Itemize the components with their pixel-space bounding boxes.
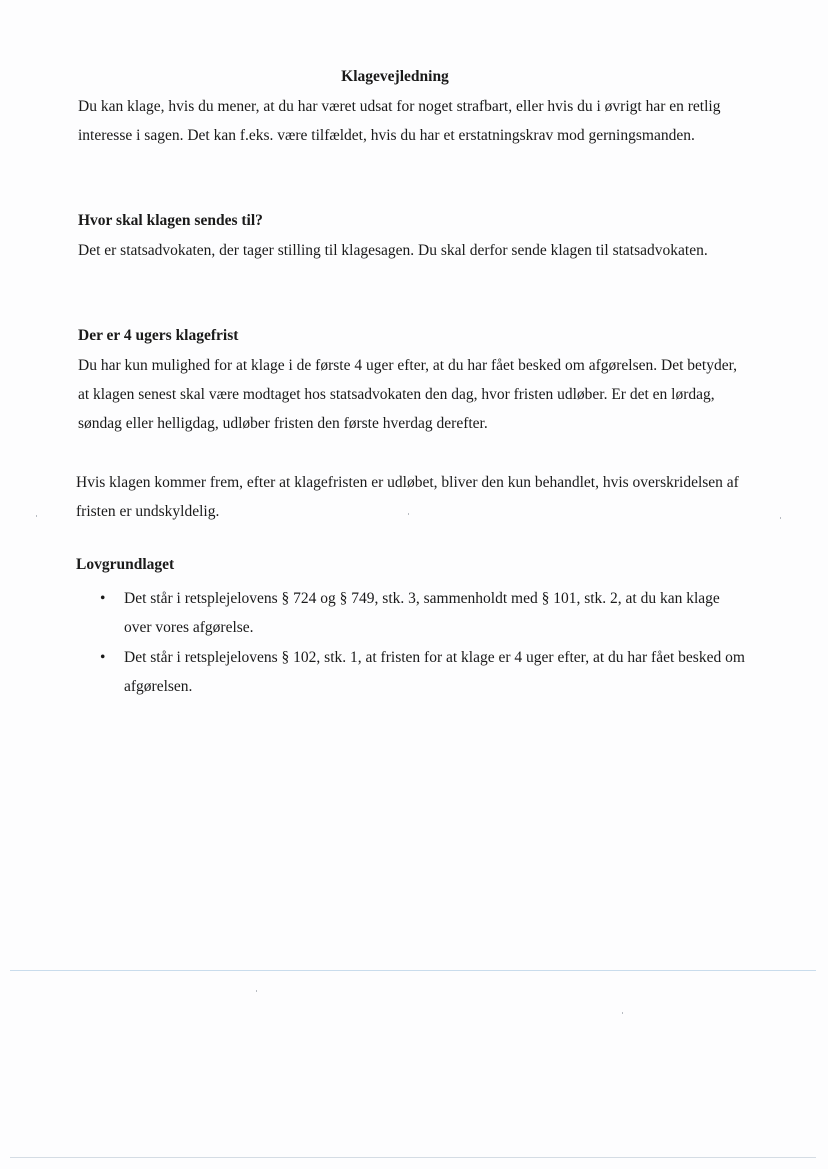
- late-complaint-paragraph: Hvis klagen kommer frem, efter at klagefristen er udløbet, bliver den kun behandlet, hvis overskridelsen af fristen er undskyldelig.: [76, 474, 739, 520]
- scan-speck: [256, 990, 257, 992]
- heading-legal-basis: Lovgrundlaget: [76, 556, 175, 573]
- list-item: [78, 584, 746, 642]
- heading-where-to-send: Hvor skal klagen sendes til?: [78, 212, 263, 229]
- where-to-send-paragraph: Det er statsadvokaten, der tager stilling til klagesagen. Du skal derfor sende klagen til statsadvokaten.: [78, 242, 708, 259]
- legal-basis-list: [78, 584, 746, 702]
- heading-deadline: Der er 4 ugers klagefrist: [78, 327, 239, 344]
- scan-fold-line: [10, 970, 816, 971]
- scan-speck: [780, 517, 781, 519]
- scan-speck: [622, 1012, 623, 1014]
- document-title: Klagevejledning: [341, 68, 449, 85]
- list-item-text: Det står i retsplejelovens § 724 og § 749, stk. 3, sammenholdt med § 101, stk. 2, at du kan klage over vores afgørelse.: [124, 590, 720, 636]
- scan-bottom-edge: [10, 1157, 816, 1158]
- intro-paragraph: Du kan klage, hvis du mener, at du har været udsat for noget strafbart, eller hvis du i øvrigt har en retlig interesse i sagen. Det kan f.eks. være tilfældet, hvis du har et erstatningskrav mod gerningsmanden.: [78, 98, 721, 144]
- deadline-paragraph: Du har kun mulighed for at klage i de første 4 uger efter, at du har fået besked om afgørelsen. Det betyder, at klagen senest skal være modtaget hos statsadvokaten den dag, hvor fristen udløber. Er det en lørdag, søndag eller helligdag, udløber fristen den første hverdag derefter.: [78, 357, 737, 432]
- scan-speck: [36, 515, 37, 517]
- scan-speck: [408, 513, 409, 515]
- bullet-icon: •: [100, 590, 106, 607]
- list-item-text: Det står i retsplejelovens § 102, stk. 1, at fristen for at klage er 4 uger efter, at du har fået besked om afgørelsen.: [124, 649, 745, 695]
- list-item: [78, 643, 746, 701]
- bullet-icon: •: [100, 649, 106, 666]
